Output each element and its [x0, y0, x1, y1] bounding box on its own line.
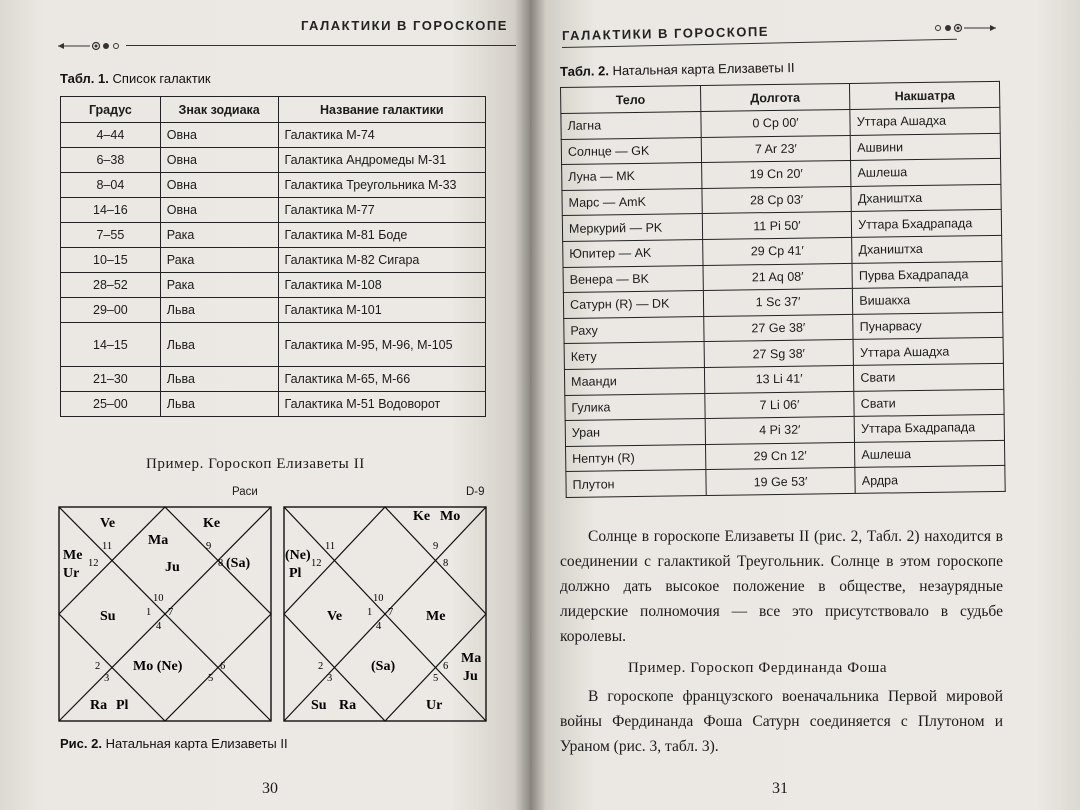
table-cell: 21–30 [61, 367, 161, 392]
table-cell: Свати [854, 363, 1004, 391]
table-cell: 7 Li 06′ [704, 391, 854, 419]
table-cell: 29 Cp 41′ [702, 237, 852, 265]
rasi-chart [58, 506, 272, 722]
table-cell: 14–16 [61, 198, 161, 223]
section-title-elizabeth: Пример. Гороскоп Елизаветы II [146, 456, 365, 472]
table-cell: 10–15 [61, 248, 161, 273]
table-row [61, 173, 486, 198]
table-cell: 29 Cn 12′ [705, 442, 855, 470]
table-cell: 29–00 [61, 298, 161, 323]
table-cell: Галактика М-74 [278, 123, 485, 148]
figure-caption: Рис. 2. Натальная карта Елизаветы II [60, 736, 288, 751]
table-cell: Овна [160, 173, 278, 198]
rasi-planet-me: Me [63, 548, 83, 563]
rasi-house-2: 2 [95, 661, 101, 672]
table-header-row [61, 97, 486, 123]
table-cell: Галактика М-101 [278, 298, 485, 323]
table-row [61, 198, 486, 223]
table-cell: Овна [160, 123, 278, 148]
d9-planet-mo: Mo [440, 509, 461, 524]
table-cell: 0 Cp 00′ [701, 109, 851, 137]
table-cell: 21 Aq 08′ [703, 263, 853, 291]
d9-house-11: 11 [325, 541, 336, 552]
d9-house-10: 10 [373, 593, 384, 604]
running-head-right: ГАЛАКТИКИ В ГОРОСКОПЕ [561, 23, 770, 44]
rasi-house-4: 4 [156, 621, 162, 632]
d9-house-4: 4 [376, 621, 382, 632]
table-cell: 8–04 [61, 173, 161, 198]
rasi-house-11: 11 [102, 541, 113, 552]
table-cell: Гулика [565, 393, 705, 421]
table-row [61, 223, 486, 248]
table-cell: Пунарвасу [853, 312, 1003, 340]
d9-label: D-9 [466, 486, 485, 498]
rasi-planet-pl: Pl [116, 698, 129, 713]
rasi-planet-ma: Ma [148, 533, 169, 548]
table-cell: Меркурий — PK [562, 214, 702, 242]
header-body: Тело [561, 86, 701, 114]
table-cell: 1 Sc 37′ [703, 289, 853, 317]
header-degree: Градус [61, 97, 161, 123]
rasi-house-10: 10 [153, 593, 164, 604]
rasi-planet-su: Su [100, 609, 116, 624]
d9-house-8: 8 [443, 558, 449, 569]
table-cell: Дхаништха [852, 235, 1002, 263]
rasi-house-8: 8 [218, 558, 224, 569]
table-row [61, 298, 486, 323]
table-cell: 6–38 [61, 148, 161, 173]
table-cell: Свати [854, 389, 1004, 417]
header-longitude: Долгота [700, 83, 850, 111]
table-cell: Ашлеша [851, 159, 1001, 187]
table-cell: Уттара Бхадрапада [852, 210, 1002, 238]
page-number-left: 30 [262, 780, 278, 797]
table-cell: 7 Ar 23′ [701, 135, 851, 163]
d9-house-7: 7 [388, 607, 394, 618]
table-cell: 14–15 [61, 323, 161, 367]
d9-house-12: 12 [311, 558, 322, 569]
rasi-house-12: 12 [88, 558, 99, 569]
table-cell: Льва [160, 323, 278, 367]
table-cell: Галактика М-108 [278, 273, 485, 298]
table-row [61, 367, 486, 392]
rasi-planet-mo-ne: Mo (Ne) [133, 659, 183, 674]
table-row [61, 123, 486, 148]
table-cell: Нептун (R) [566, 444, 706, 472]
table-cell: Галактика М-81 Боде [278, 223, 485, 248]
d9-house-3: 3 [327, 673, 333, 684]
table-cell: Уттара Ашадха [853, 338, 1003, 366]
table-cell: Уттара Бхадрапада [854, 414, 1004, 442]
table-cell: 7–55 [61, 223, 161, 248]
table-cell: Раху [564, 316, 704, 344]
d9-planet-ju: Ju [463, 669, 478, 684]
table-cell: Пурва Бхадрапада [852, 261, 1002, 289]
rasi-house-3: 3 [104, 673, 110, 684]
table2-caption: Табл. 2. Натальная карта Елизаветы II [559, 59, 795, 80]
table-cell: Маанди [564, 367, 704, 395]
d9-planet-pl: Pl [289, 566, 302, 581]
table-cell: Плутон [566, 470, 706, 498]
table-cell: Сатурн (R) — DK [563, 291, 703, 319]
table-cell: Галактика М-51 Водоворот [278, 392, 485, 417]
table-cell: 28–52 [61, 273, 161, 298]
rasi-house-6: 6 [220, 661, 226, 672]
book-gutter-shadow [515, 0, 545, 810]
rasi-planet-ur: Ur [63, 566, 80, 581]
rasi-label: Раси [232, 486, 258, 498]
table-cell: Галактика М-65, М-66 [278, 367, 485, 392]
table-cell: 19 Ge 53′ [706, 468, 856, 496]
table-cell: Юпитер — AK [563, 239, 703, 267]
table-cell: Льва [160, 392, 278, 417]
rasi-planet-ve: Ve [100, 516, 116, 531]
d9-planet-ma: Ma [461, 651, 482, 666]
galaxy-table [60, 96, 486, 417]
paragraph-foch: В гороскопе французского военачальника Первой мировой войны Фердинанда Фоша Сатурн соединяется с Плутоном и Ураном (рис. 3, табл. 3). [560, 688, 1003, 755]
left-page [0, 0, 530, 810]
table-cell: Галактика Андромеды М-31 [278, 148, 485, 173]
table-cell: Льва [160, 367, 278, 392]
table-cell: 25–00 [61, 392, 161, 417]
d9-planet-ra: Ra [339, 698, 357, 713]
table-cell: Уттара Ашадха [850, 107, 1000, 135]
rasi-house-9: 9 [206, 541, 212, 552]
natal-table [560, 81, 1006, 498]
table-cell: 4 Pi 32′ [705, 417, 855, 445]
rasi-house-5: 5 [208, 673, 214, 684]
table1-caption: Табл. 1. Список галактик [60, 71, 211, 86]
d9-chart [283, 506, 487, 722]
table-cell: Рака [160, 223, 278, 248]
d9-planet-me: Me [426, 609, 446, 624]
table-cell: Ардра [855, 466, 1005, 494]
table-cell: Уран [565, 419, 705, 447]
rasi-house-7: 7 [168, 607, 174, 618]
table-cell: Вишакха [853, 286, 1003, 314]
rasi-planet-ra: Ra [90, 698, 108, 713]
table-cell: Рака [160, 273, 278, 298]
header-nakshatra: Накшатра [850, 81, 1000, 109]
table-cell: Овна [160, 148, 278, 173]
table-cell: 28 Cp 03′ [702, 186, 852, 214]
d9-house-6: 6 [443, 661, 449, 672]
d9-planet-ke: Ke [413, 509, 431, 524]
table-cell: Галактика М-82 Сигара [278, 248, 485, 273]
table-cell: Марс — AmK [562, 188, 702, 216]
section-title-foch: Пример. Гороскоп Фердинанда Фоша [628, 660, 888, 676]
table-row [61, 148, 486, 173]
table-row [61, 248, 486, 273]
table-cell: Овна [160, 198, 278, 223]
table-cell: 13 Li 41′ [704, 365, 854, 393]
table-cell: Галактика М-77 [278, 198, 485, 223]
table-row [566, 466, 1005, 498]
table-row [61, 323, 486, 367]
table-cell: Кету [564, 342, 704, 370]
table-cell: Ашвини [850, 133, 1000, 161]
d9-planet-su: Su [311, 698, 327, 713]
paragraph-sun: Солнце в гороскопе Елизаветы II (рис. 2, Табл. 2) находится в соединении с галактикой Треугольник. Солнце в этом гороскопе должно дать высокое положение в обществе, незаурядные лидерские полномочия — все это присутствовало в судьбе королевы. [560, 528, 1003, 645]
rasi-planet-ju: Ju [165, 560, 180, 575]
table-cell: Галактика Треугольника М-33 [278, 173, 485, 198]
d9-house-1: 1 [367, 607, 373, 618]
rasi-planet-ke: Ke [203, 516, 221, 531]
d9-house-2: 2 [318, 661, 324, 672]
d9-planet-ur: Ur [426, 698, 443, 713]
table-cell: Льва [160, 298, 278, 323]
d9-planet-ne: (Ne) [285, 548, 311, 563]
running-head: ГАЛАКТИКИ В ГОРОСКОПЕ [301, 18, 508, 33]
table-cell: 11 Pi 50′ [702, 212, 852, 240]
rasi-planet-sa: (Sa) [226, 556, 251, 571]
table-row [61, 392, 486, 417]
table-cell: Рака [160, 248, 278, 273]
page-number-right: 31 [772, 780, 788, 797]
rasi-house-1: 1 [146, 607, 152, 618]
table-cell: Луна — MK [562, 163, 702, 191]
table-cell: Венера — BK [563, 265, 703, 293]
right-page [530, 0, 1080, 810]
header-galaxy: Название галактики [278, 97, 485, 123]
table-cell: Дхаништха [851, 184, 1001, 212]
table-cell: Галактика М-95, М-96, М-105 [278, 323, 485, 367]
table-cell: Лагна [561, 112, 701, 140]
table-cell: 27 Ge 38′ [703, 314, 853, 342]
d9-house-5: 5 [433, 673, 439, 684]
head-rule-left [126, 45, 516, 46]
table-cell: Ашлеша [855, 440, 1005, 468]
table-cell: 27 Sg 38′ [704, 340, 854, 368]
table-cell: Солнце — GK [561, 137, 701, 165]
d9-planet-sa: (Sa) [371, 659, 396, 674]
table-cell: 19 Cn 20′ [701, 161, 851, 189]
table-row [61, 273, 486, 298]
header-sign: Знак зодиака [160, 97, 278, 123]
ornament-right [930, 21, 996, 35]
table-cell: 4–44 [61, 123, 161, 148]
d9-house-9: 9 [433, 541, 439, 552]
d9-planet-ve: Ve [327, 609, 343, 624]
ornament-left [58, 39, 124, 53]
